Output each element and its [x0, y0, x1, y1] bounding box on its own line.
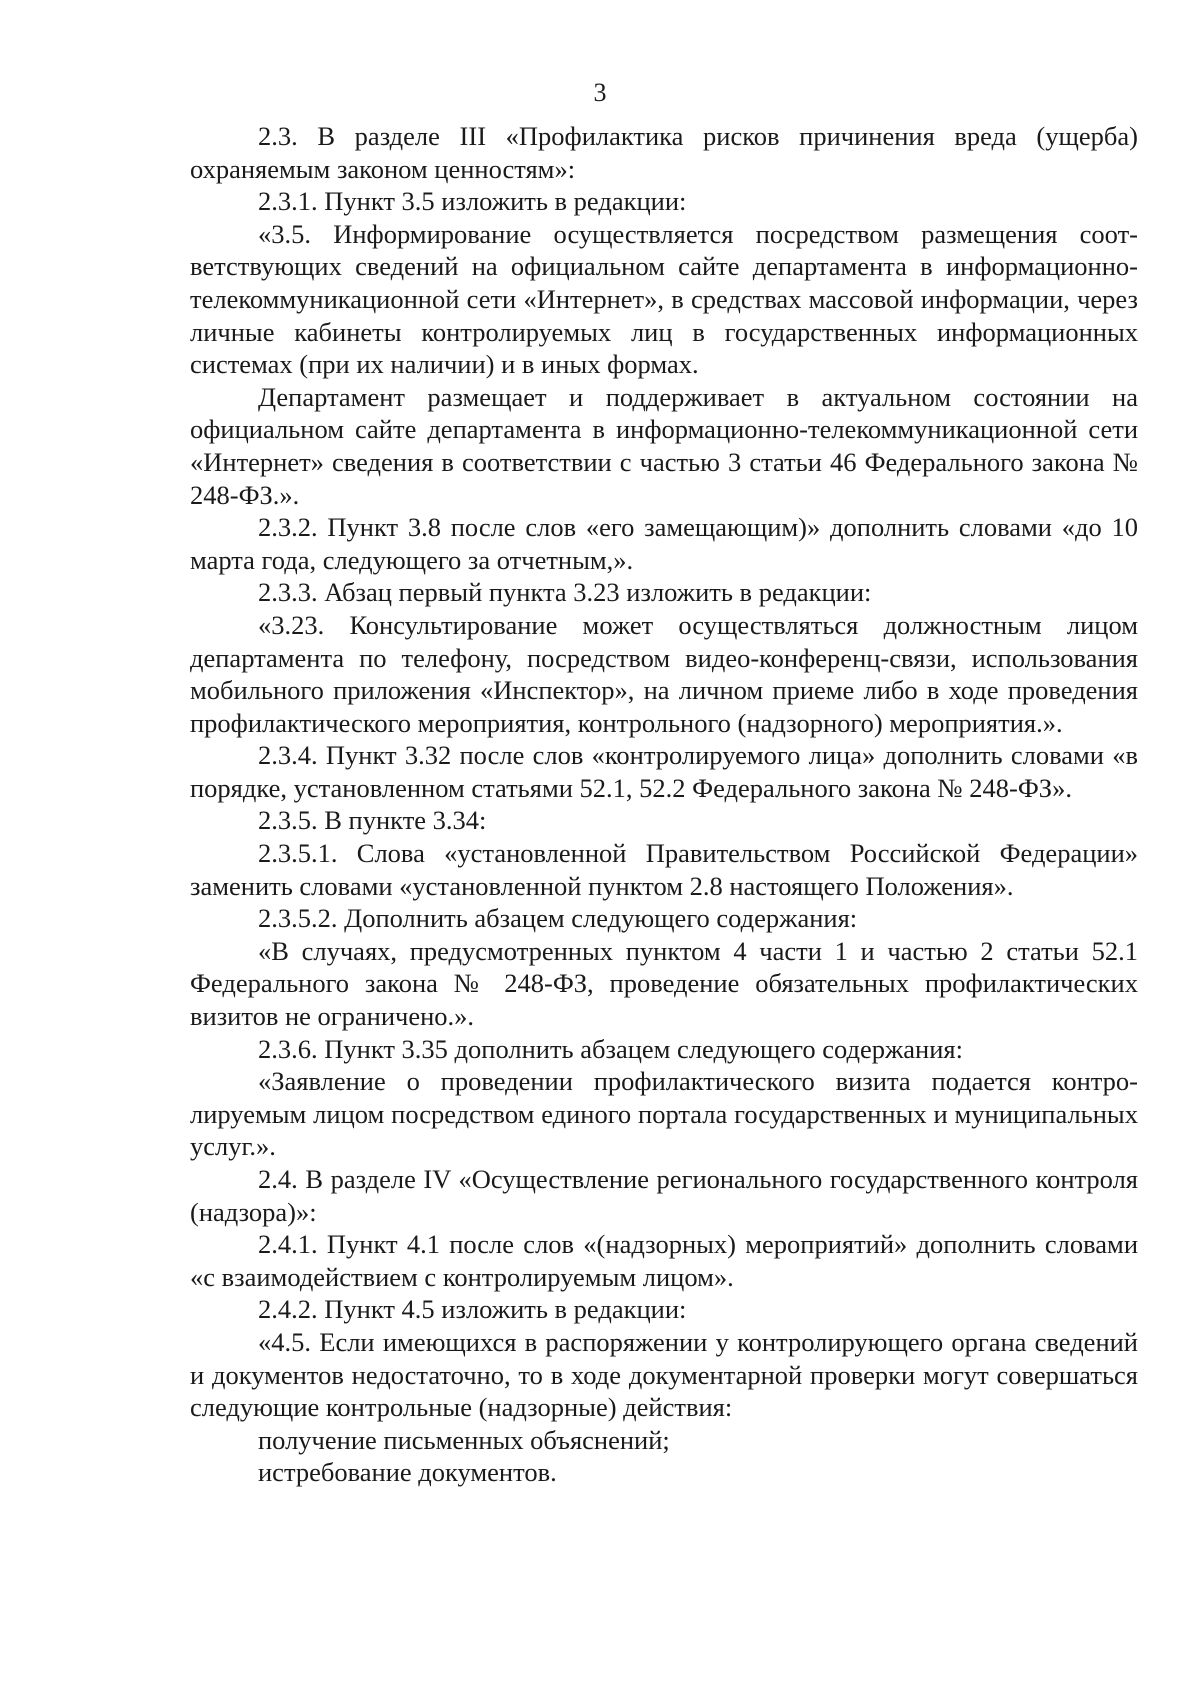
paragraph: «3.5. Информирование осуществляется посредством размещения соответствующих сведений на официальном сайте департамента в информационно-телекоммуникационной сети «Интернет», в средствах массовой информации, через личные кабинеты контролируемых лиц в государственных информационных системах (при их наличии) и в иных формах. [190, 218, 1138, 380]
paragraph: 2.3.3. Абзац первый пункта 3.23 изложить в редакции: [258, 577, 872, 608]
paragraph: 2.3.5.1. Слова «установленной Правительством Российской Федерации» заменить словами «установленной пунктом 2.8 настоящего Положения». [190, 838, 1138, 901]
paragraph: истребование документов. [258, 1457, 557, 1488]
paragraph: «Заявление о проведении профилактического визита подается контролируемым лицом посредством единого портала государственных и муниципальных услуг.». [190, 1066, 1138, 1162]
paragraph: 2.3.2. Пункт 3.8 после слов «его замещающим)» дополнить словами «до 10 марта года, следующего за отчетным,». [190, 512, 1138, 575]
paragraph: 2.4.1. Пункт 4.1 после слов «(надзорных) мероприятий» дополнить словами «с взаимодействием с контролируемым лицом». [190, 1229, 1138, 1292]
paragraph: 2.3.5. В пункте 3.34: [258, 805, 487, 836]
paragraph: 2.3. В разделе III «Профилактика рисков причинения вреда (ущерба) охраняемым законом ценностям»: [190, 121, 1138, 184]
paragraph: Департамент размещает и поддерживает в актуальном состоянии на официальном сайте департамента в информационно-телекоммуникационной сети «Интернет» сведения в соответствии с частью 3 статьи 46 Федерального закона № 248-ФЗ.». [190, 381, 1138, 510]
paragraph: «В случаях, предусмотренных пунктом 4 части 1 и частью 2 статьи 52.1 Федерального закона № 248-ФЗ, проведение обязательных профилактических визитов не ограничено.». [190, 935, 1138, 1032]
paragraph: 2.4. В разделе IV «Осуществление регионального государственного контроля (надзора)»: [190, 1164, 1138, 1227]
paragraph: 2.3.5.2. Дополнить абзацем следующего содержания: [258, 903, 858, 934]
paragraph: 2.3.4. Пункт 3.32 после слов «контролируемого лица» дополнить словами «в порядке, установленном статьями 52.1, 52.2 Федерального закона № 248-ФЗ». [190, 740, 1138, 803]
paragraph: «4.5. Если имеющихся в распоряжении у контролирующего органа сведений и документов недостаточно, то в ходе документарной проверки могут совершаться следующие контрольные (надзорные) действия: [190, 1326, 1138, 1423]
paragraph: 2.4.2. Пункт 4.5 изложить в редакции: [258, 1294, 687, 1325]
paragraph: «3.23. Консультирование может осуществляться должностным лицом департамента по телефону, посредством видео-конференц-связи, использования мобильного приложения «Инспектор», на личном приеме либо в ходе проведения профилактического мероприятия, контрольного (надзорного) мероприятия.». [190, 609, 1138, 738]
paragraph: получение письменных объяснений; [258, 1424, 670, 1455]
paragraph: 2.3.1. Пункт 3.5 изложить в редакции: [258, 186, 687, 217]
paragraph: 2.3.6. Пункт 3.35 дополнить абзацем следующего содержания: [258, 1033, 963, 1064]
page-number: 3 [593, 78, 607, 107]
document-body [190, 120, 1138, 1489]
